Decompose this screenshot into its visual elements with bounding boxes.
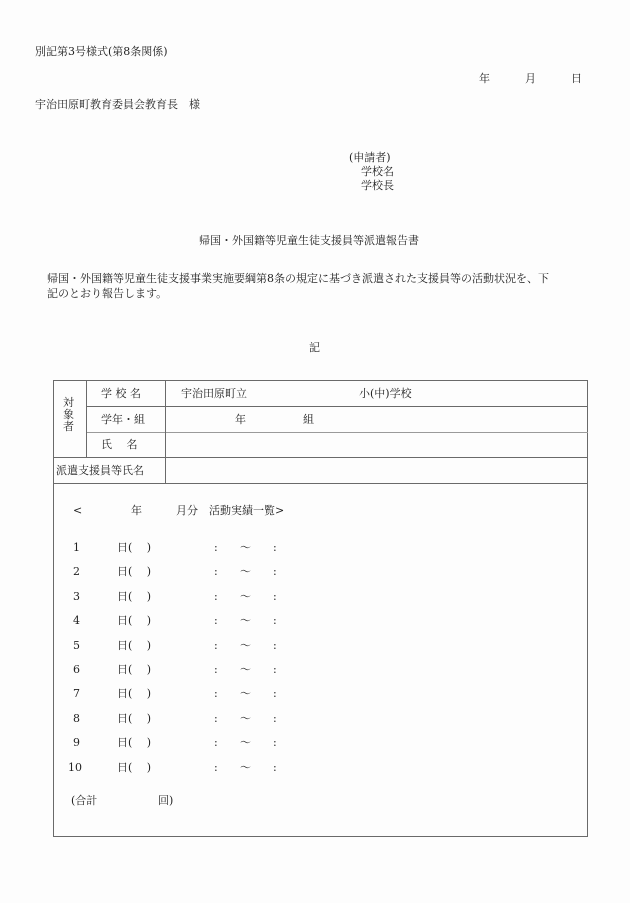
row-day-field[interactable]: 日( ) [117, 589, 152, 603]
row-number: 7 [73, 687, 80, 701]
row-end-time[interactable]: : [273, 760, 277, 774]
target-label-char: 者 [63, 420, 74, 433]
row-start-time[interactable]: : [214, 663, 218, 676]
col-divider [165, 381, 166, 483]
row-tilde: 〜 [240, 663, 251, 676]
target-label [63, 397, 74, 433]
row-start-time[interactable]: : [214, 589, 218, 603]
row-tilde: 〜 [240, 614, 251, 628]
row-number: 4 [73, 614, 80, 628]
row-end-time[interactable]: : [273, 663, 277, 676]
target-label-char: 対 [63, 396, 74, 409]
row-start-time[interactable]: : [214, 687, 218, 701]
addressee: 宇治田原町教育委員会教育長 様 [35, 98, 200, 111]
row-start-time[interactable]: : [214, 565, 218, 579]
total-open: (合計 [71, 794, 98, 807]
row-end-time[interactable]: : [273, 541, 277, 554]
row-end-time[interactable]: : [273, 589, 277, 603]
date-year-label: 年 [479, 72, 490, 85]
student-name-label: 氏 名 [101, 438, 138, 451]
row-divider [86, 432, 588, 433]
row-number: 5 [73, 638, 80, 652]
row-tilde: 〜 [240, 565, 251, 579]
ki-heading: 記 [309, 341, 320, 354]
student-name-field[interactable] [169, 434, 587, 456]
dispatched-staff-field[interactable] [169, 460, 587, 482]
row-tilde: 〜 [240, 760, 251, 774]
school-name-label: 学 校 名 [101, 387, 141, 400]
body-text-line-2: 記のとおり報告します。 [47, 287, 168, 300]
row-day-field[interactable]: 日( ) [117, 614, 152, 628]
row-number: 10 [68, 760, 82, 774]
applicant-school-name-label: 学校名 [361, 165, 394, 178]
row-tilde: 〜 [240, 589, 251, 603]
row-day-field[interactable]: 日( ) [117, 687, 152, 701]
row-end-time[interactable]: : [273, 687, 277, 701]
report-table [53, 380, 588, 837]
row-divider [54, 483, 588, 484]
row-end-time[interactable]: : [273, 711, 277, 725]
row-day-field[interactable]: 日( ) [117, 736, 152, 750]
row-number: 8 [73, 711, 80, 725]
row-number: 9 [73, 736, 80, 750]
date-month-label: 月 [525, 72, 536, 85]
row-day-field[interactable]: 日( ) [117, 541, 152, 554]
row-tilde: 〜 [240, 687, 251, 701]
row-day-field[interactable]: 日( ) [117, 638, 152, 652]
row-tilde: 〜 [240, 711, 251, 725]
grade-field[interactable]: 年 [235, 413, 246, 426]
row-number: 2 [73, 565, 80, 579]
col-divider [86, 381, 87, 458]
row-start-time[interactable]: : [214, 760, 218, 774]
row-tilde: 〜 [240, 638, 251, 652]
row-divider [86, 406, 588, 407]
school-suffix: 小(中)学校 [359, 387, 412, 400]
row-number: 3 [73, 589, 80, 603]
date-day-label: 日 [571, 72, 582, 85]
row-end-time[interactable]: : [273, 638, 277, 652]
row-end-time[interactable]: : [273, 736, 277, 750]
row-number: 1 [73, 541, 80, 554]
class-field[interactable]: 組 [303, 413, 314, 426]
grade-class-label: 学年・組 [101, 413, 145, 426]
total-close: 回) [158, 794, 174, 807]
activity-header-open: < [73, 504, 83, 517]
document-title: 帰国・外国籍等児童生徒支援員等派遣報告書 [199, 234, 419, 247]
row-tilde: 〜 [240, 541, 251, 554]
row-start-time[interactable]: : [214, 711, 218, 725]
row-divider [54, 457, 588, 458]
row-end-time[interactable]: : [273, 614, 277, 628]
form-number: 別記第3号様式(第8条関係) [35, 45, 168, 58]
school-prefix: 宇治田原町立 [181, 387, 247, 400]
row-start-time[interactable]: : [214, 614, 218, 628]
body-text-line-1: 帰国・外国籍等児童生徒支援事業実施要綱第8条の規定に基づき派遣された支援員等の活動状況を、下 [47, 272, 549, 285]
row-tilde: 〜 [240, 736, 251, 750]
row-day-field[interactable]: 日( ) [117, 663, 152, 676]
row-start-time[interactable]: : [214, 541, 218, 554]
applicant-label: (申請者) [349, 151, 391, 164]
dispatched-staff-label: 派遣支援員等氏名 [56, 464, 144, 477]
row-day-field[interactable]: 日( ) [117, 711, 152, 725]
target-label-char: 象 [63, 408, 74, 421]
activity-header-year: 年 [131, 504, 142, 517]
row-start-time[interactable]: : [214, 736, 218, 750]
activity-header-title: 月分 活動実績一覧> [176, 504, 285, 517]
row-day-field[interactable]: 日( ) [117, 760, 152, 774]
row-end-time[interactable]: : [273, 565, 277, 579]
applicant-principal-label: 学校長 [361, 179, 394, 192]
row-day-field[interactable]: 日( ) [117, 565, 152, 579]
row-start-time[interactable]: : [214, 638, 218, 652]
row-number: 6 [73, 663, 80, 676]
